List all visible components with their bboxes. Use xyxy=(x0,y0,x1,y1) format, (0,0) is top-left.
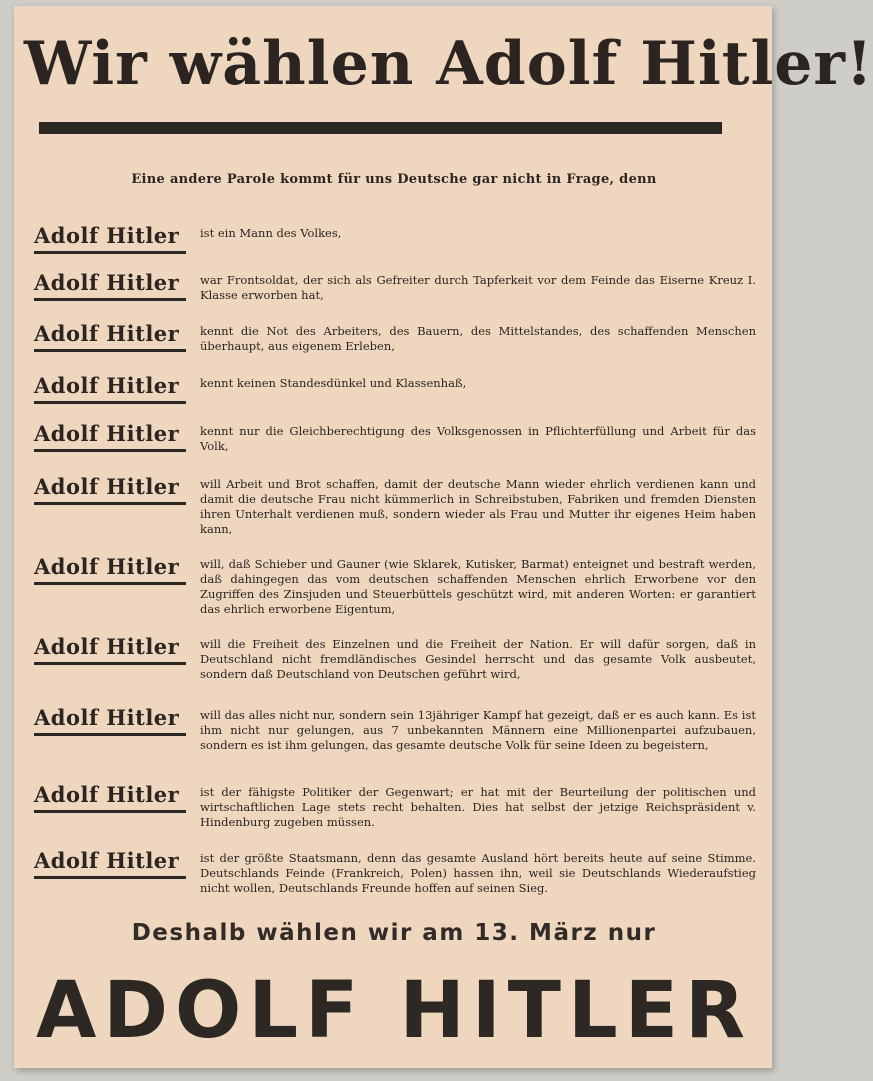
statement-name: Adolf Hitler xyxy=(34,421,180,446)
headline-rule xyxy=(39,122,722,134)
name-underline xyxy=(34,876,186,879)
statement-name: Adolf Hitler xyxy=(34,373,180,398)
name-underline xyxy=(34,298,186,301)
name-underline xyxy=(34,401,186,404)
name-underline xyxy=(34,251,186,254)
name-underline xyxy=(34,349,186,352)
statement-name: Adolf Hitler xyxy=(34,321,180,346)
name-underline xyxy=(34,662,186,665)
statement-name: Adolf Hitler xyxy=(34,848,180,873)
statement-name: Adolf Hitler xyxy=(34,634,180,659)
name-underline xyxy=(34,582,186,585)
statement-text: ist ein Mann des Volkes, xyxy=(200,226,342,240)
statement-text: kennt nur die Gleichberechtigung des Volksgenossen in Pflichterfüllung und Arbeit für das Volk, xyxy=(200,424,756,453)
statement-text: ist der fähigste Politiker der Gegenwart; er hat mit der Beurteilung der politischen und wirtschaftlichen Lage stets recht behalten. Dies hat selbst der jetzige Reichspräsident v. Hindenburg zugeben müssen. xyxy=(200,785,756,829)
statement-text: war Frontsoldat, der sich als Gefreiter durch Tapferkeit vor dem Feinde das Eiserne Kreuz I. Klasse erworben hat, xyxy=(200,273,756,302)
name-underline xyxy=(34,733,186,736)
statement-text: ist der größte Staatsmann, denn das gesamte Ausland hört bereits heute auf seine Stimme. Deutschlands Feinde (Frankreich, Polen) hassen ihn, weil sie Deutschlands Wiederaufstieg nicht wollen, Deutschlands Freunde hoffen auf seinen Sieg. xyxy=(200,851,756,895)
name-underline xyxy=(34,449,186,452)
statement-text: will die Freiheit des Einzelnen und die Freiheit der Nation. Er will dafür sorgen, daß in Deutschland nicht fremdländisches Gesindel herrscht und das gesamte Volk ausbeutet, sondern daß Deutschland von Deutschen geführt wird, xyxy=(200,637,756,681)
statement-text: will Arbeit und Brot schaffen, damit der deutsche Mann wieder ehrlich verdienen kann und damit die deutsche Frau nicht kümmerlich in Schreibstuben, Fabriken und fremden Diensten ihren Unterhalt verdienen muß, sondern wieder als Frau und Mutter ihr eigenes Heim haben kann, xyxy=(200,477,756,536)
final-slogan: ADOLF HITLER xyxy=(35,966,753,1056)
poster-headline: Wir wählen Adolf Hitler! xyxy=(24,29,873,99)
statement-name: Adolf Hitler xyxy=(34,223,180,248)
statement-name: Adolf Hitler xyxy=(34,782,180,807)
statement-text: kennt die Not des Arbeiters, des Bauern, des Mittelstandes, des schaffenden Menschen überhaupt, aus eigenem Erleben, xyxy=(200,324,756,353)
statement-text: will, daß Schieber und Gauner (wie Sklarek, Kutisker, Barmat) enteignet und bestraft werden, daß dahingegen das vom deutschen schaffenden Menschen ehrlich Erworbene vor den Zugriffen des Zinsjuden und Steuerbüttels geschützt wird, mit anderen Worten: er garantiert das ehrlich erworbene Eigentum, xyxy=(200,557,756,616)
name-underline xyxy=(34,502,186,505)
statement-text: will das alles nicht nur, sondern sein 13jähriger Kampf hat gezeigt, daß er es auch kann. Es ist ihm nicht nur gelungen, aus 7 unbekannten Männern eine Millionenpartei aufzubauen, sondern es ist ihm gelungen, das gesamte deutsche Volk für seine Ideen zu begeistern, xyxy=(200,708,756,752)
statement-name: Adolf Hitler xyxy=(34,705,180,730)
intro-line: Eine andere Parole kommt für uns Deutsche gar nicht in Frage, denn xyxy=(131,172,657,187)
statement-name: Adolf Hitler xyxy=(34,474,180,499)
statement-name: Adolf Hitler xyxy=(34,270,180,295)
election-poster xyxy=(14,6,873,1068)
call-to-action: Deshalb wählen wir am 13. März nur xyxy=(131,920,657,946)
name-underline xyxy=(34,810,186,813)
statement-text: kennt keinen Standesdünkel und Klassenhaß, xyxy=(200,376,467,390)
statement-name: Adolf Hitler xyxy=(34,554,180,579)
